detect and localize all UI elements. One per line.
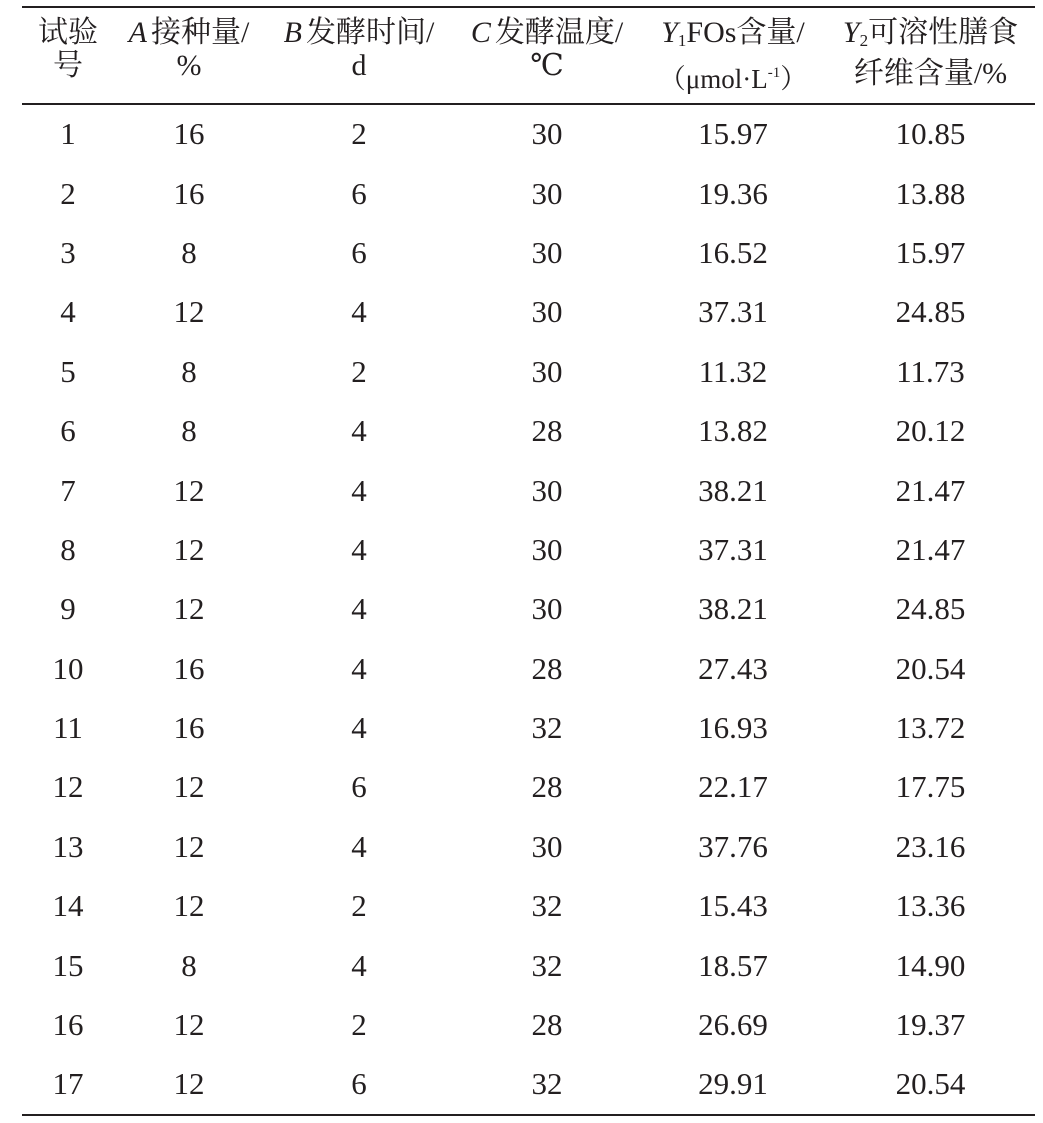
cell-run-number: 10 xyxy=(52,650,84,686)
cell-run-number: 13 xyxy=(52,828,84,864)
table-header xyxy=(22,8,1035,103)
header-soluble-fiber xyxy=(826,8,1035,103)
cell-inoculum: 8 xyxy=(181,947,197,983)
header-fos-content-line1: FOs含量/ xyxy=(686,16,805,49)
cell-fermentation-time: 2 xyxy=(351,1007,367,1043)
cell-soluble-fiber: 21.47 xyxy=(895,472,966,508)
header-fermentation-time-symbol: B xyxy=(283,16,302,49)
cell-run-number: 6 xyxy=(60,413,76,449)
cell-fos-content: 15.43 xyxy=(698,888,768,924)
header-fos-content xyxy=(640,8,826,103)
cell-fermentation-temp: 32 xyxy=(531,947,563,983)
cell-run-number: 3 xyxy=(60,234,76,270)
table-row xyxy=(22,877,1035,936)
cell-fos-content: 19.36 xyxy=(698,175,768,211)
cell-inoculum: 8 xyxy=(181,234,197,270)
table-row xyxy=(22,401,1035,460)
cell-inoculum: 12 xyxy=(173,888,205,924)
cell-run-number: 7 xyxy=(60,472,76,508)
cell-soluble-fiber: 17.75 xyxy=(895,769,966,805)
cell-fermentation-temp: 30 xyxy=(531,175,563,211)
cell-fermentation-time: 4 xyxy=(351,710,367,746)
cell-fermentation-time: 2 xyxy=(351,116,367,152)
table-row xyxy=(22,995,1035,1054)
cell-fermentation-temp: 30 xyxy=(531,472,563,508)
cell-fermentation-temp: 28 xyxy=(531,413,563,449)
table-row xyxy=(22,342,1035,401)
cell-soluble-fiber: 13.88 xyxy=(895,175,966,211)
cell-fos-content: 13.82 xyxy=(698,413,768,449)
header-inoculum-symbol: A xyxy=(128,16,147,49)
cell-inoculum: 12 xyxy=(173,1066,205,1102)
cell-fermentation-time: 4 xyxy=(351,947,367,983)
table-row xyxy=(22,283,1035,342)
cell-run-number: 14 xyxy=(52,888,84,924)
cell-fermentation-time: 6 xyxy=(351,234,367,270)
header-fos-content-symbol: Y xyxy=(661,16,678,49)
cell-run-number: 1 xyxy=(60,116,76,152)
cell-fermentation-temp: 30 xyxy=(531,353,563,389)
header-inoculum-line2: % xyxy=(176,49,202,82)
header-soluble-fiber-subscript: 2 xyxy=(859,31,869,50)
cell-fermentation-time: 4 xyxy=(351,294,367,330)
cell-fermentation-time: 4 xyxy=(351,650,367,686)
cell-run-number: 2 xyxy=(60,175,76,211)
table-body xyxy=(22,105,1035,1115)
header-fermentation-temp-line1: 发酵温度/ xyxy=(494,16,624,49)
cell-inoculum: 12 xyxy=(173,591,205,627)
cell-fermentation-temp: 32 xyxy=(531,888,563,924)
cell-fermentation-time: 4 xyxy=(351,591,367,627)
cell-run-number: 5 xyxy=(60,353,76,389)
cell-fos-content: 16.93 xyxy=(698,710,768,746)
cell-inoculum: 16 xyxy=(173,116,205,152)
header-fos-content-subscript: 1 xyxy=(677,31,687,50)
header-run-number-line2: 号 xyxy=(53,49,83,82)
table-row xyxy=(22,1055,1035,1114)
cell-run-number: 12 xyxy=(52,769,84,805)
cell-inoculum: 12 xyxy=(173,472,205,508)
cell-inoculum: 12 xyxy=(173,828,205,864)
table-row xyxy=(22,698,1035,757)
cell-fermentation-temp: 30 xyxy=(531,234,563,270)
experiment-table-body xyxy=(22,105,1035,1115)
cell-fermentation-temp: 28 xyxy=(531,769,563,805)
table-row xyxy=(22,105,1035,164)
cell-fermentation-temp: 30 xyxy=(531,828,563,864)
cell-inoculum: 16 xyxy=(173,650,205,686)
header-fermentation-temp-symbol: C xyxy=(470,16,491,49)
cell-fermentation-time: 4 xyxy=(351,828,367,864)
cell-fermentation-time: 6 xyxy=(351,769,367,805)
cell-fos-content: 26.69 xyxy=(698,1007,768,1043)
cell-run-number: 11 xyxy=(53,710,83,746)
cell-inoculum: 12 xyxy=(173,294,205,330)
cell-run-number: 8 xyxy=(60,531,76,567)
table-row xyxy=(22,758,1035,817)
cell-inoculum: 8 xyxy=(181,413,197,449)
cell-fermentation-time: 4 xyxy=(351,413,367,449)
table-row xyxy=(22,817,1035,876)
cell-run-number: 16 xyxy=(52,1007,84,1043)
table-row xyxy=(22,461,1035,520)
cell-fos-content: 18.57 xyxy=(698,947,768,983)
header-run-number-line1: 试验 xyxy=(38,16,98,49)
cell-fermentation-temp: 32 xyxy=(531,710,563,746)
cell-soluble-fiber: 19.37 xyxy=(895,1007,966,1043)
table-row xyxy=(22,520,1035,579)
cell-inoculum: 12 xyxy=(173,1007,205,1043)
cell-fermentation-time: 6 xyxy=(351,175,367,211)
cell-run-number: 9 xyxy=(60,591,76,627)
cell-fermentation-temp: 30 xyxy=(531,591,563,627)
cell-run-number: 15 xyxy=(52,947,84,983)
header-fermentation-time-line1: 发酵时间/ xyxy=(305,16,435,49)
cell-fos-content: 29.91 xyxy=(698,1066,768,1102)
header-fermentation-time-line2: d xyxy=(351,49,367,82)
cell-fos-content: 16.52 xyxy=(698,234,768,270)
cell-soluble-fiber: 20.54 xyxy=(895,1066,966,1102)
header-soluble-fiber-line1: 可溶性膳食 xyxy=(868,16,1019,49)
cell-inoculum: 8 xyxy=(181,353,197,389)
cell-soluble-fiber: 23.16 xyxy=(895,828,966,864)
header-fos-content-unit-a: （μmol·L xyxy=(658,64,768,94)
table-row xyxy=(22,223,1035,282)
cell-soluble-fiber: 10.85 xyxy=(895,116,966,152)
header-fos-content-unit-b: ） xyxy=(780,64,808,94)
header-fermentation-temp xyxy=(454,8,640,103)
header-inoculum xyxy=(114,8,264,103)
cell-fermentation-time: 2 xyxy=(351,353,367,389)
cell-fos-content: 11.32 xyxy=(698,353,768,389)
cell-soluble-fiber: 21.47 xyxy=(895,531,966,567)
cell-fermentation-temp: 28 xyxy=(531,650,563,686)
cell-fermentation-temp: 28 xyxy=(531,1007,563,1043)
cell-fos-content: 22.17 xyxy=(698,769,768,805)
cell-fermentation-temp: 30 xyxy=(531,294,563,330)
cell-fos-content: 38.21 xyxy=(698,472,768,508)
cell-fos-content: 37.76 xyxy=(698,828,768,864)
table-row xyxy=(22,639,1035,698)
cell-fos-content: 38.21 xyxy=(698,591,768,627)
cell-soluble-fiber: 20.54 xyxy=(895,650,966,686)
cell-soluble-fiber: 20.12 xyxy=(895,413,966,449)
header-fermentation-time xyxy=(264,8,454,103)
cell-fermentation-time: 6 xyxy=(351,1066,367,1102)
cell-soluble-fiber: 24.85 xyxy=(895,294,966,330)
table-row xyxy=(22,580,1035,639)
cell-fermentation-temp: 30 xyxy=(531,116,563,152)
table-row xyxy=(22,164,1035,223)
cell-fermentation-time: 4 xyxy=(351,531,367,567)
cell-soluble-fiber: 11.73 xyxy=(896,353,965,389)
header-run-number xyxy=(22,8,114,103)
header-soluble-fiber-line2: 纤维含量/% xyxy=(853,57,1008,90)
experiment-table xyxy=(22,8,1035,103)
cell-fermentation-temp: 32 xyxy=(531,1066,563,1102)
header-inoculum-line1: 接种量/ xyxy=(150,16,250,49)
header-fos-content-unit-sup: -1 xyxy=(767,65,781,81)
cell-inoculum: 12 xyxy=(173,531,205,567)
cell-inoculum: 16 xyxy=(173,710,205,746)
cell-fos-content: 37.31 xyxy=(698,531,768,567)
header-row xyxy=(22,8,1035,103)
cell-fermentation-time: 2 xyxy=(351,888,367,924)
table-bottom-rule xyxy=(22,1114,1035,1116)
cell-fermentation-temp: 30 xyxy=(531,531,563,567)
cell-fos-content: 27.43 xyxy=(698,650,768,686)
cell-run-number: 4 xyxy=(60,294,76,330)
cell-inoculum: 12 xyxy=(173,769,205,805)
cell-soluble-fiber: 14.90 xyxy=(895,947,966,983)
cell-soluble-fiber: 13.72 xyxy=(895,710,966,746)
table-row xyxy=(22,936,1035,995)
cell-inoculum: 16 xyxy=(173,175,205,211)
cell-soluble-fiber: 15.97 xyxy=(895,234,966,270)
cell-soluble-fiber: 13.36 xyxy=(895,888,966,924)
cell-run-number: 17 xyxy=(52,1066,84,1102)
cell-fermentation-time: 4 xyxy=(351,472,367,508)
header-soluble-fiber-symbol: Y xyxy=(842,16,860,49)
cell-fos-content: 37.31 xyxy=(698,294,768,330)
header-fermentation-temp-line2: ℃ xyxy=(530,49,564,82)
experiment-table-container xyxy=(22,6,1035,1116)
cell-fos-content: 15.97 xyxy=(698,116,768,152)
cell-soluble-fiber: 24.85 xyxy=(895,591,966,627)
